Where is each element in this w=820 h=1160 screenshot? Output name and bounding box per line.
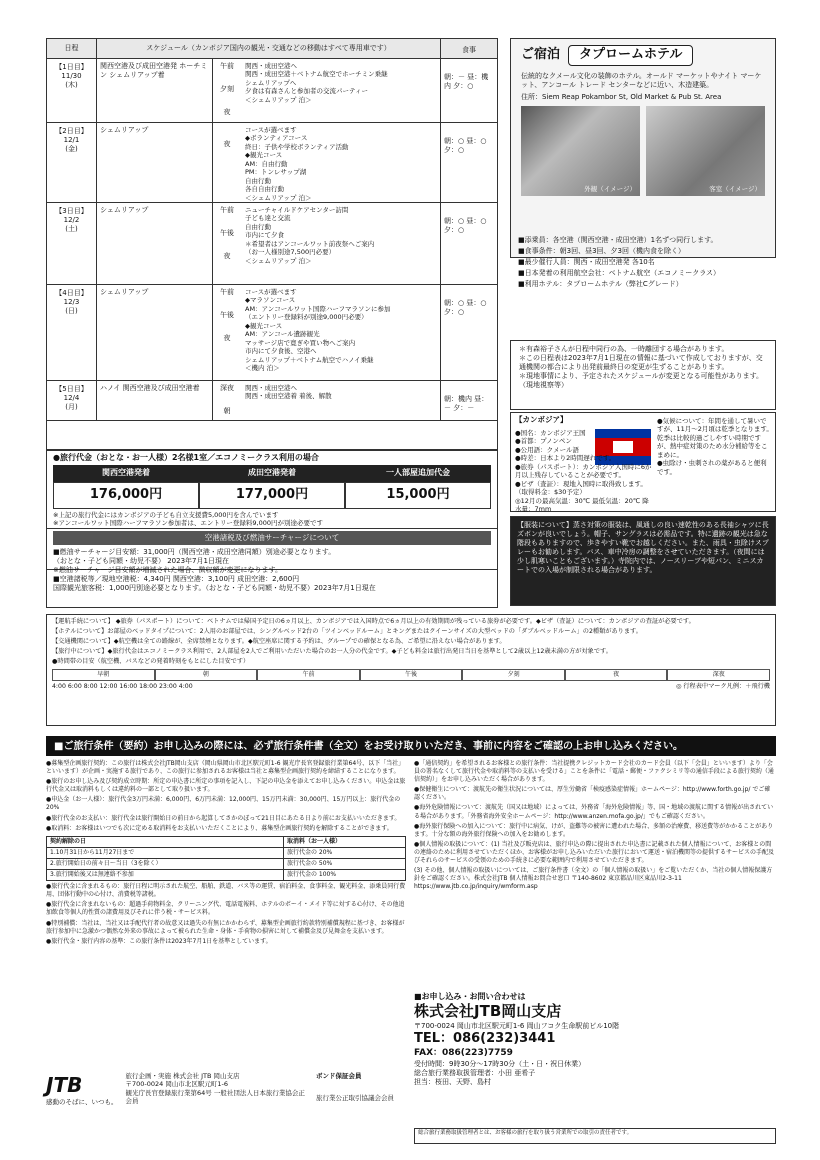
time-slot: 午前 (220, 62, 234, 70)
price-title: ●旅行代金（おとな・お一人様）2名様1室／エコノミークラス利用の場合 (53, 453, 319, 462)
header-meal: 食事 (462, 46, 476, 55)
term-line: ●旅行のお申し込み及び契約成立時期：所定の申込書に所定の事項を記入し、下記の申込金を添えてお申し込みください。申込金は旅行代金又は取消料もしくは違約料の一部として取り扱います。 (46, 778, 406, 794)
time-slot: 午後 (220, 229, 234, 238)
footer-line1: 旅行企画・実施 株式会社 JTB 岡山支店 (125, 1072, 240, 1080)
day-text: 12/1 (63, 136, 80, 145)
day-text: (月) (65, 403, 78, 412)
meal-cell: 朝：○ 昼：○ 夕：○ (444, 217, 487, 235)
itinerary-header (47, 39, 497, 59)
meal-cell: 朝：機内 昼：－ 夕：－ (444, 395, 489, 413)
terms-right (414, 760, 776, 990)
caution-line: ＊この日程表は2023年7月1日現在の情報に基づいて作成しておりますが、交通機関の都合により出発前最終日の変更が生ずることがあります。 (519, 354, 763, 372)
cambodia-title: 【カンボジア】 (515, 415, 568, 424)
plan-line: マッサージ店で寛ぎや買い物へご案内 (245, 338, 356, 347)
plan-line: ＜機内 泊＞ (245, 363, 280, 372)
cancel-header: 契約解除の日 (47, 836, 284, 847)
area-cell: シェムリアップ (97, 123, 213, 202)
price-note: ※アンコールワット国際ハーフマラソン参加者は、エントリー登録料9,000円が別途必要です (53, 519, 324, 528)
meal-cell: 朝：○ 昼：○ 夕：○ (444, 137, 487, 155)
header-schedule: スケジュール（カンボジア国内の観光・交通などの移動はすべて専用車です） (97, 39, 441, 58)
cancel-cell: 1.10月31日から11月27日まで (47, 847, 284, 858)
time-slot: 午前 (220, 288, 234, 296)
day-text: (日) (65, 307, 78, 316)
timeline-legend: ◎ 行程表中マーク凡例：＋飛行機 (676, 683, 770, 691)
area-cell: シェムリアップ (97, 203, 213, 284)
plan-line: シェムリアップ＋ベトナム航空でハノイ乗継 (245, 355, 374, 364)
meal-cell: 朝：－ 昼：機内 夕：○ (444, 73, 489, 91)
cambodia-fact: ●旅券（パスポート）：カンボジア入国時に6か月以上残存していることが必要です。 (515, 462, 652, 480)
term-line: ●旅行代金のお支払い：旅行代金は旅行開始日の前日から起算してさかのぼって21日目にあたる日より前にお支払いいただきます。 (46, 814, 401, 822)
term-line: ●個人情報の取扱について：(1) 当社及び販売店は、旅行申込の際に提出された申込書に記載された個人情報について、お客様との間の連絡のために利用させていただくほか、お客様がお申し込みいただいた旅行において運送・宿泊機関等の提供するサービスの手配及びそれらのサービスの受領のための手続きに必要な範囲内で利用させていただきます。 (414, 840, 775, 865)
company-fax: FAX：086(223)7759 (414, 1047, 513, 1058)
timeline-slot: 早朝 (52, 669, 155, 681)
plan-line: ◆観光コース (245, 321, 283, 330)
trip-info (510, 232, 776, 332)
term-line: ●募集型企画旅行契約：この旅行は株式会社JTB岡山支店（岡山県岡山市北区駅元町1-6 観光庁長官登録旅行業第64号、以下「当社」といいます）が企画・実施する旅行であり、この旅行に参加されるお客様は当社と募集型企画旅行契約を締結することになります。 (46, 760, 405, 776)
condition-line: 【旅行中について】◆旅行代金はエコノミークラス利用で、2人部屋を2人でご利用いただいた場合のお一人分の代金です。◆子ども料金は旅行出発日当日を基準として2歳以上12歳未満の方が対象です。 (52, 648, 612, 656)
company-contact (414, 992, 776, 1142)
price-value: 15,000円 (345, 482, 491, 509)
plan-line: 夕食は有森さんと参加者の交流パーティー (245, 87, 368, 96)
trip-info-line: ■利用ホテル：タプロームホテル（弊社Cグレード） (518, 280, 683, 289)
manager-note: 総合旅行業務取扱管理者とは、お客様の旅行を取り扱う営業所での取引の責任者です。 (414, 1128, 776, 1144)
climate-note: ●虫除け・虫刺されの薬があると便利です。 (657, 459, 767, 476)
term-line: ●取消料：お客様はいつでも次に定める取消料をお支払いいただくことにより、募集型企画旅行契約を解除することができます。 (46, 824, 393, 832)
cambodia-info (510, 412, 776, 512)
header-date: 日程 (47, 39, 97, 58)
time-slot: 夜 (223, 252, 231, 261)
plan-line: PM：トンレサップ湖 (245, 168, 307, 177)
hotel-room-photo: 客室（イメージ） (646, 106, 765, 196)
condition-line: ●時間帯の目安（航空機、バスなどの発着時刻をもとにした目安です） (52, 658, 250, 666)
plan-line: 関西・成田空港着 着後、解散 (245, 392, 332, 401)
time-slot: 午前 (220, 206, 234, 214)
cancel-cell: 旅行代金の 100% (284, 870, 406, 881)
day-text: (土) (65, 225, 78, 234)
cancel-cell: 3.旅行開始後又は無連絡不参加 (47, 870, 284, 881)
time-slot: 深夜 (220, 384, 234, 392)
time-slot: 夜 (223, 108, 231, 117)
time-cell (213, 123, 241, 202)
footer-line3: 観光庁長官登録旅行業第64号 一般社団法人日本旅行業協会正会員 (125, 1088, 305, 1106)
timeline-slot: 午後 (360, 669, 463, 681)
day-text: (金) (65, 145, 78, 154)
time-cell (213, 59, 241, 122)
caution-line: ＊有森裕子さんが日程中同行の為、一時離団する場合があります。 (519, 345, 729, 353)
trip-info-line: ■最少催行人員：関西・成田空港発 各10名 (518, 258, 655, 267)
term-line: ●「通信契約」を希望されるお客様との旅行条件：当社提携クレジットカード会社のカード会員（以下「会員」といいます）より「会員の署名なくして旅行代金や取消料等の支払いを受ける」ことを条件に「電話・郵便・ファクシミリ等の通信手段による旅行契約（通信契約）」をお申し込みいただく場合があります。 (414, 760, 774, 784)
time-slot: 夜 (223, 140, 231, 148)
cambodia-fact: ●首都：プノンペン (515, 437, 572, 446)
trip-info-line: ■添乗員：各空港（関西空港・成田空港）1名ずつ同行します。 (518, 236, 718, 244)
day-text: 【2日目】 (55, 127, 88, 135)
company-staff: 担当：桜田、天野、島村 (414, 1077, 491, 1086)
plan-line: （お一人様別途7,500円必要） (245, 248, 336, 257)
day-text: 12/3 (63, 298, 80, 307)
term-line: ●申込金（お一人様）：旅行代金3万円未満：6,000円、6万円未満：12,000円、15万円未満：30,000円、15万円以上：旅行代金の20% (46, 796, 401, 812)
day-text: 12/4 (63, 394, 80, 403)
price-column (345, 465, 491, 508)
price-value: 176,000円 (53, 482, 199, 509)
time-cell (213, 381, 241, 420)
trip-info-line: ■食事条件：朝3回、昼3回、夕3回（機内食を除く） (518, 247, 685, 256)
itinerary-row (47, 59, 497, 123)
timeline-slot: 夜 (565, 669, 668, 681)
day-text: (木) (65, 81, 78, 90)
plan-line: 市内にて夕食 (245, 231, 284, 240)
cancel-cell: 2.旅行開始日の前々日～当日（3を除く） (47, 858, 284, 869)
plan-line: シェムリアップへ (245, 78, 297, 87)
plan-line: 関西・成田空港へ (245, 384, 297, 392)
timeline-slot: 午前 (257, 669, 360, 681)
terms-banner: ■ご旅行条件（要約）お申し込みの際には、必ず旅行条件書（全文）をお受け取りいただき、事前に内容をご確認の上お申し込みください。 (46, 736, 776, 756)
plan-cell (241, 123, 441, 202)
travel-conditions (46, 614, 776, 726)
day-text: 【4日目】 (55, 289, 88, 297)
hotel-description: 伝統的なクメール文化の装飾のホテル。オールド マーケットやナイト マーケット、アンコール トレード センターなどに近い、木造建築。 (521, 71, 762, 89)
timeline-hours: 4:00 6:00 8:00 12:00 16:00 18:00 23:00 4:00 (52, 683, 193, 691)
company-tel[interactable]: TEL：086(232)3441 (414, 1030, 556, 1046)
footer-left (46, 1072, 406, 1142)
plan-line: コースが選べます (245, 288, 297, 296)
terms-left (46, 760, 406, 1050)
plan-line: 自由行動 (245, 222, 271, 231)
day-text: 【3日目】 (55, 207, 88, 215)
timeline-slot: 深夜 (667, 669, 770, 681)
term-line: ●保健衛生について：渡航先の衛生状況については、厚生労働省「検疫感染症情報」ホームページ：http://www.forth.go.jp/ でご確認ください。 (414, 786, 771, 802)
hotel-exterior-photo: 外観（イメージ） (521, 106, 640, 196)
plan-line: ◆マラソンコース (245, 296, 296, 305)
cambodia-fact: ●ビザ（査証）：現地入国時に取得致します。（取得料金：$30予定） (515, 479, 647, 497)
price-header: 一人部屋追加代金 (345, 465, 491, 481)
timeline-slot: 夕刻 (462, 669, 565, 681)
plan-line: 市内にて夕食後、空港へ (245, 347, 317, 356)
surcharge-header: 空港諸税及び燃油サーチャージについて (53, 531, 491, 545)
plan-line: ◆観光コース (245, 151, 283, 160)
climate-note: ●気候について：年間を通して暑いですが、11月～2月頃は乾季となります。乾季は比較的過ごしやすい時期ですが、熱中症対策のため水分補給等をこまめに。 (657, 417, 773, 459)
day-cell (47, 381, 97, 420)
contact-cta: ■お申し込み・お問い合わせは (414, 992, 526, 1001)
plan-cell (241, 203, 441, 284)
plan-line: 自由行動 (245, 176, 271, 185)
plan-line: コースが選べます (245, 126, 297, 134)
surcharge-line: ■空港諸税等／現地空港税：4,340円 関西空港：3,100円 成田空港：2,600円 (53, 575, 300, 584)
itinerary-row (47, 285, 497, 381)
plan-line: AM：アンコールワット国際ハーフマラソンに参加 (245, 304, 391, 313)
itinerary-table (46, 38, 498, 450)
surcharge-line: （おとな・子ども同額・幼児不要） 2023年7月1日現在 (53, 556, 229, 565)
plan-line: 終日：子供や学校ボランティア活動 (245, 142, 349, 151)
plan-line: （エントリー登録料が別途9,000円必要） (245, 313, 368, 322)
condition-line: 【ホテルについて】お部屋のベッドタイプについて：2人用のお部屋では、シングルベッド2台の「ツインベッドルーム」とキングまたはクイーンサイズの大型ベッドの「ダブルベッドルーム」の2種類があります。 (52, 628, 642, 636)
plan-cell (241, 381, 441, 420)
plan-line: 子ども達と交流 (245, 214, 291, 223)
plan-line: ＜シェムリアップ 泊＞ (245, 256, 312, 265)
time-cell (213, 203, 241, 284)
plan-line: ＜シェムリアップ 泊＞ (245, 193, 312, 202)
term-line: (3) その他、個人情報の取扱いについては、ご旅行条件書（全文）の「個人情報の取扱い」をご覧いただくか、当社の個人情報保護方針をご確認ください。株式会社JTB 個人情報お問合せ窓口 〒140-8602 東京都品川区東品川2-3-11 https://www.jtb.co.jp/inquiry/wmform.asp (414, 867, 773, 891)
term-line: ●旅行代金に含まれるもの：旅行日程に明示された航空、船舶、鉄道、バス等の運賃、宿泊料金、食事料金、観光料金、添乗員同行費用、団体行動中の心付け、消費税等諸税。 (46, 883, 406, 899)
surcharge-line: ■燃油サーチャージ目安額：31,000円（関西空港・成田空港同額）別途必要となります。 (53, 547, 336, 556)
plan-line: ＊希望者はアンコールワット前夜祭へご案内 (245, 239, 375, 248)
hotel-address: 住所：Siem Reap Pokambor St, Old Market & Pub St. Area (521, 93, 722, 102)
price-header: 関西空港発着 (53, 465, 199, 481)
itinerary-row (47, 203, 497, 285)
day-text: 11/30 (61, 72, 82, 81)
meal-cell: 朝：○ 昼：○ 夕：○ (444, 299, 487, 317)
plan-line: ニューチャイルドケアセンター訪問 (245, 206, 349, 214)
price-column (199, 465, 345, 508)
condition-line: 【交通機関について】◆航空機は全ての路線が、全席禁煙となります。◆航空座席に関する予約は、グループでの確保となる為、ご希望に沿えない場合があります。 (52, 638, 506, 646)
footer-line2: 〒700-0024 岡山市北区駅元町1-6 (125, 1080, 228, 1089)
company-address: 〒700-0024 岡山市北区駅元町1-6 岡山フコク生命駅前ビル10階 (414, 1021, 620, 1030)
hotel-name: タプロームホテル (568, 45, 693, 66)
time-zone-guide (52, 669, 770, 681)
caution-line: ＊現地事情により、予定されたスケジュールが変更となる可能性があります。（現地視察等） (519, 372, 764, 390)
area-cell: 関西空港及び成田空港発 ホーチミン シェムリアップ着 (97, 59, 213, 122)
term-line: ●海外旅行保険への加入について：旅行中に病気、けが、盗難等の被害に遭われた場合、多額の治療費、移送費等がかかることがあります。十分な額の海外旅行保険への加入をお勧めします。 (414, 822, 774, 838)
day-cell (47, 285, 97, 380)
price-note: ※上記の旅行代金にはカンボジアの子ども自立支援費5,000円を含んでいます (53, 510, 279, 519)
cancel-cell: 旅行代金の 50% (284, 858, 406, 869)
cambodia-fact: ●国名：カンボジア王国 (515, 429, 586, 437)
itinerary-row (47, 123, 497, 203)
company-name: 株式会社JTB岡山支店 (414, 1002, 562, 1021)
trip-info-line: ■日本発着の利用航空会社：ベトナム航空（エコノミークラス） (518, 269, 721, 278)
plan-line: 関西・成田空港へ (245, 62, 297, 70)
plan-line: AM：自由行動 (245, 159, 288, 168)
term-line: ●旅行代金に含まれないもの：超過手荷物料金、クリーニング代、電話電報料、ホテルのボーイ・メイド等に対する心付け、その他追加飲食等個人的性質の諸費用及びそれに伴う税・サービス料。 (46, 901, 405, 917)
cancel-header: 取消料（お一人様） (284, 836, 406, 847)
company-manager: 総合旅行業務取扱管理者：小田 亜希子 (414, 1068, 536, 1077)
cambodia-fact: ●公用語：クメール語 (515, 445, 579, 454)
cambodia-fact: ◎12月の最高気温：30℃ 最低気温：20℃ 降水量：7mm (515, 496, 649, 513)
surcharge-section (46, 528, 498, 608)
day-text: 12/2 (63, 216, 80, 225)
day-cell (47, 123, 97, 202)
plan-line: 関西・成田空港＋ベトナム航空でホーチミン乗継 (245, 70, 388, 79)
company-hours: 受付時間：9時30分～17時30分（土・日・祝日休業） (414, 1059, 586, 1068)
cancel-cell: 旅行代金の 20% (284, 847, 406, 858)
day-text: 【1日目】 (55, 63, 88, 71)
area-cell: ハノイ 関西空港及び成田空港着 (97, 381, 213, 420)
term-line: ●海外危険情報について：渡航先（国又は地域）によっては、外務省「海外危険情報」等、国・地域の渡航に関する情報が出されている場合があります。「外務省海外安全ホームページ：http://www.anzen.mofa.go.jp/」でもご確認ください。 (414, 804, 774, 820)
timeline-slot: 朝 (155, 669, 258, 681)
price-value: 177,000円 (199, 482, 345, 509)
price-header: 成田空港発着 (199, 465, 345, 481)
term-line: ●特別補償：当社は、当社又は手配代行者の故意又は過失の有無にかかわらず、募集型企画旅行約款特別補償規程に基づき、お客様が旅行参加中に急激かつ偶然な外来の事故によって被られた生命・身体・手荷物の損害に対して補償金及び見舞金を支払います。 (46, 919, 405, 935)
time-slot: 午後 (220, 311, 234, 320)
area-cell: シェムリアップ (97, 285, 213, 380)
time-slot: 夜 (223, 334, 231, 343)
plan-cell (241, 59, 441, 122)
time-slot: 夕刻 (220, 85, 234, 94)
cancel-fee-table (46, 836, 406, 881)
plan-cell (241, 285, 441, 380)
term-line: ●旅行代金・旅行内容の基準：この旅行条件は2023年7月1日を基準としています。 (46, 937, 272, 945)
surcharge-line: ※燃油サーチャージ目安額が増減された場合、徴収額が変更になります。 (53, 565, 282, 574)
day-cell (47, 203, 97, 284)
price-column (53, 465, 199, 508)
fair-trade-badge: 旅行業公正取引協議会会員 (316, 1094, 394, 1103)
surcharge-line: 国際観光旅客税：1,000円別途必要となります。（おとな・子ども同額・幼児不要）2023年7月1日現在 (53, 584, 376, 593)
jtb-tagline: 感動のそばに、いつも。 (46, 1098, 118, 1106)
condition-line: 【運航手続について】 ◆旅券（パスポート）について：ベトナムでは帰国予定日の6ヵ月以上、カンボジアでは入国時点で6ヵ月以上の有効期間が残っている旅券が必要です。◆ビザ（査証）について：カンボジアの査証が必要です。 (52, 618, 695, 625)
time-cell (213, 285, 241, 380)
time-slot: 朝 (223, 407, 231, 416)
cautions-box (510, 340, 776, 410)
plan-line: 各自自由行動 (245, 185, 284, 194)
hotel-panel (510, 38, 776, 258)
day-cell (47, 59, 97, 122)
itinerary-row (47, 381, 497, 421)
cambodia-fact: ●時差：日本より2時間遅れです。 (515, 454, 616, 463)
plan-line: ＜シェムリアップ 泊＞ (245, 95, 312, 104)
plan-line: ◆ボランティアコース (245, 134, 308, 143)
jtb-logo: JTB (46, 1073, 83, 1097)
plan-line: AM：アンコール遺跡観光 (245, 330, 320, 339)
clothing-note: 【服装について】蒸さ対策の服装は、風通しの良い速乾性のある長袖シャツに長ズボンが良いでしょう。帽子、サングラスは必需品です。特に遺跡の観光は急な階段もありますので、歩きやすい靴でお越しください。また、雨具・虫除けスプレーもお勧めします。バス、車中冷房の調整をさせていただきます。（夜間には少し肌寒いこともございます。）寺院内では、ノースリーブや短パン、ミニスカートでの入場が制限される場合があります。 (510, 516, 776, 606)
hotel-label: ご宿泊 (521, 47, 561, 62)
bond-badge: ボンド保証会員 (316, 1072, 362, 1080)
day-text: 【5日目】 (55, 385, 88, 393)
